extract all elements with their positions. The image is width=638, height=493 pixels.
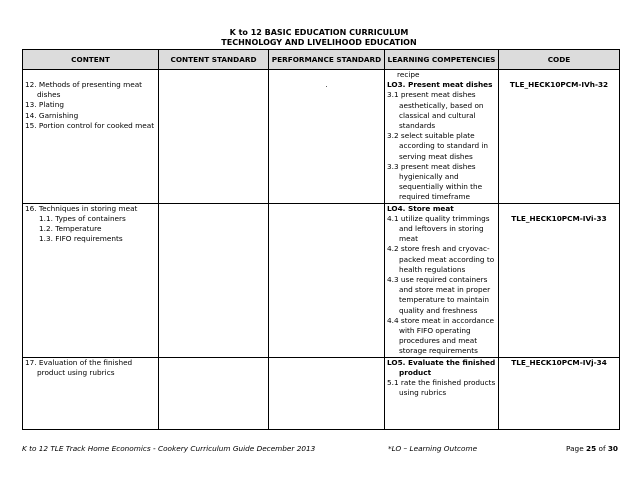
competency-cell [385,70,499,204]
table-row [23,70,620,204]
curriculum-table [22,49,620,430]
competency-item: 5.1 rate the finished products using rubrics [387,378,496,398]
document-subtitle: TECHNOLOGY AND LIVELIHOOD EDUCATION [221,38,417,47]
competency-item: 4.4 store meat in accordance with FIFO operating procedures and meat storage requirements [387,315,494,356]
table-row [23,203,620,357]
content-cell [23,70,159,204]
page-label: Page [566,444,586,453]
competency-item: 4.3 use required containers and store meat in proper temperature to maintain quality and freshness [387,275,491,315]
content-subitem: 1.1. Types of containers [39,213,126,223]
performance-standard-text: . [325,80,328,89]
performance-standard-cell [269,203,385,357]
column-header-content-standard: CONTENT STANDARD [159,50,269,70]
content-standard-cell [159,70,269,204]
column-header-code: CODE [499,50,620,70]
competency-code: TLE_HECK10PCM-IVh-32 [509,80,609,89]
page-current: 25 [586,444,597,453]
footer-document-name: K to 12 TLE Track Home Economics - Cookery Curriculum Guide December 2013 [22,444,316,453]
performance-standard-cell [269,357,385,429]
content-item: 13. Plating [25,100,64,110]
content-item: 14. Garnishing [25,110,79,120]
competency-code: TLE_HECK10PCM-IVi-33 [511,213,607,223]
content-item: 15. Portion control for cooked meat [25,120,155,130]
learning-outcome-title: LO3. Present meat dishes [387,80,493,90]
code-cell [499,357,620,429]
competency-continuation: recipe [397,70,420,79]
learning-outcome-title: LO5. Evaluate the finished product [387,357,496,377]
content-standard-cell [159,357,269,429]
table-header-row [23,50,620,70]
content-standard-cell [159,203,269,357]
content-item: 17. Evaluation of the finished product using rubrics [25,357,133,377]
table-row [23,357,620,429]
competency-item: 4.1 utilize quality trimmings and leftovers in storing meat [387,213,490,244]
competency-cell [385,357,499,429]
code-cell [499,203,620,357]
competency-item: 3.1 present meat dishes aesthetically, based on classical and cultural standards [387,90,484,131]
competency-cell [385,203,499,357]
footer-legend: *LO – Learning Outcome [388,444,478,453]
content-cell [23,357,159,429]
column-header-performance-standard: PERFORMANCE STANDARD [269,50,385,70]
learning-outcome-title: LO4. Store meat [387,203,454,213]
competency-code: TLE_HECK10PCM-IVj-34 [511,357,607,367]
column-header-content: CONTENT [23,50,159,70]
code-cell [499,70,620,204]
content-item: 16. Techniques in storing meat [25,203,138,213]
footer-page-number [566,444,618,454]
performance-standard-cell [269,70,385,204]
content-item: 12. Methods of presenting meat dishes [25,80,143,100]
content-subitem: 1.3. FIFO requirements [39,234,123,244]
column-header-learning-competencies: LEARNING COMPETENCIES [385,50,499,70]
page-total: 30 [607,444,618,453]
content-subitem: 1.2. Temperature [39,224,102,234]
document-title: K to 12 BASIC EDUCATION CURRICULUM [229,28,409,37]
competency-item: 3.3 present meat dishes hygienically and sequentially within the required timeframe [387,161,483,202]
page-of: of [596,444,608,453]
competency-item: 4.2 store fresh and cryovac-packed meat according to health regulations [387,244,495,274]
content-cell [23,203,159,357]
competency-item: 3.2 select suitable plate according to standard in serving meat dishes [387,131,489,161]
